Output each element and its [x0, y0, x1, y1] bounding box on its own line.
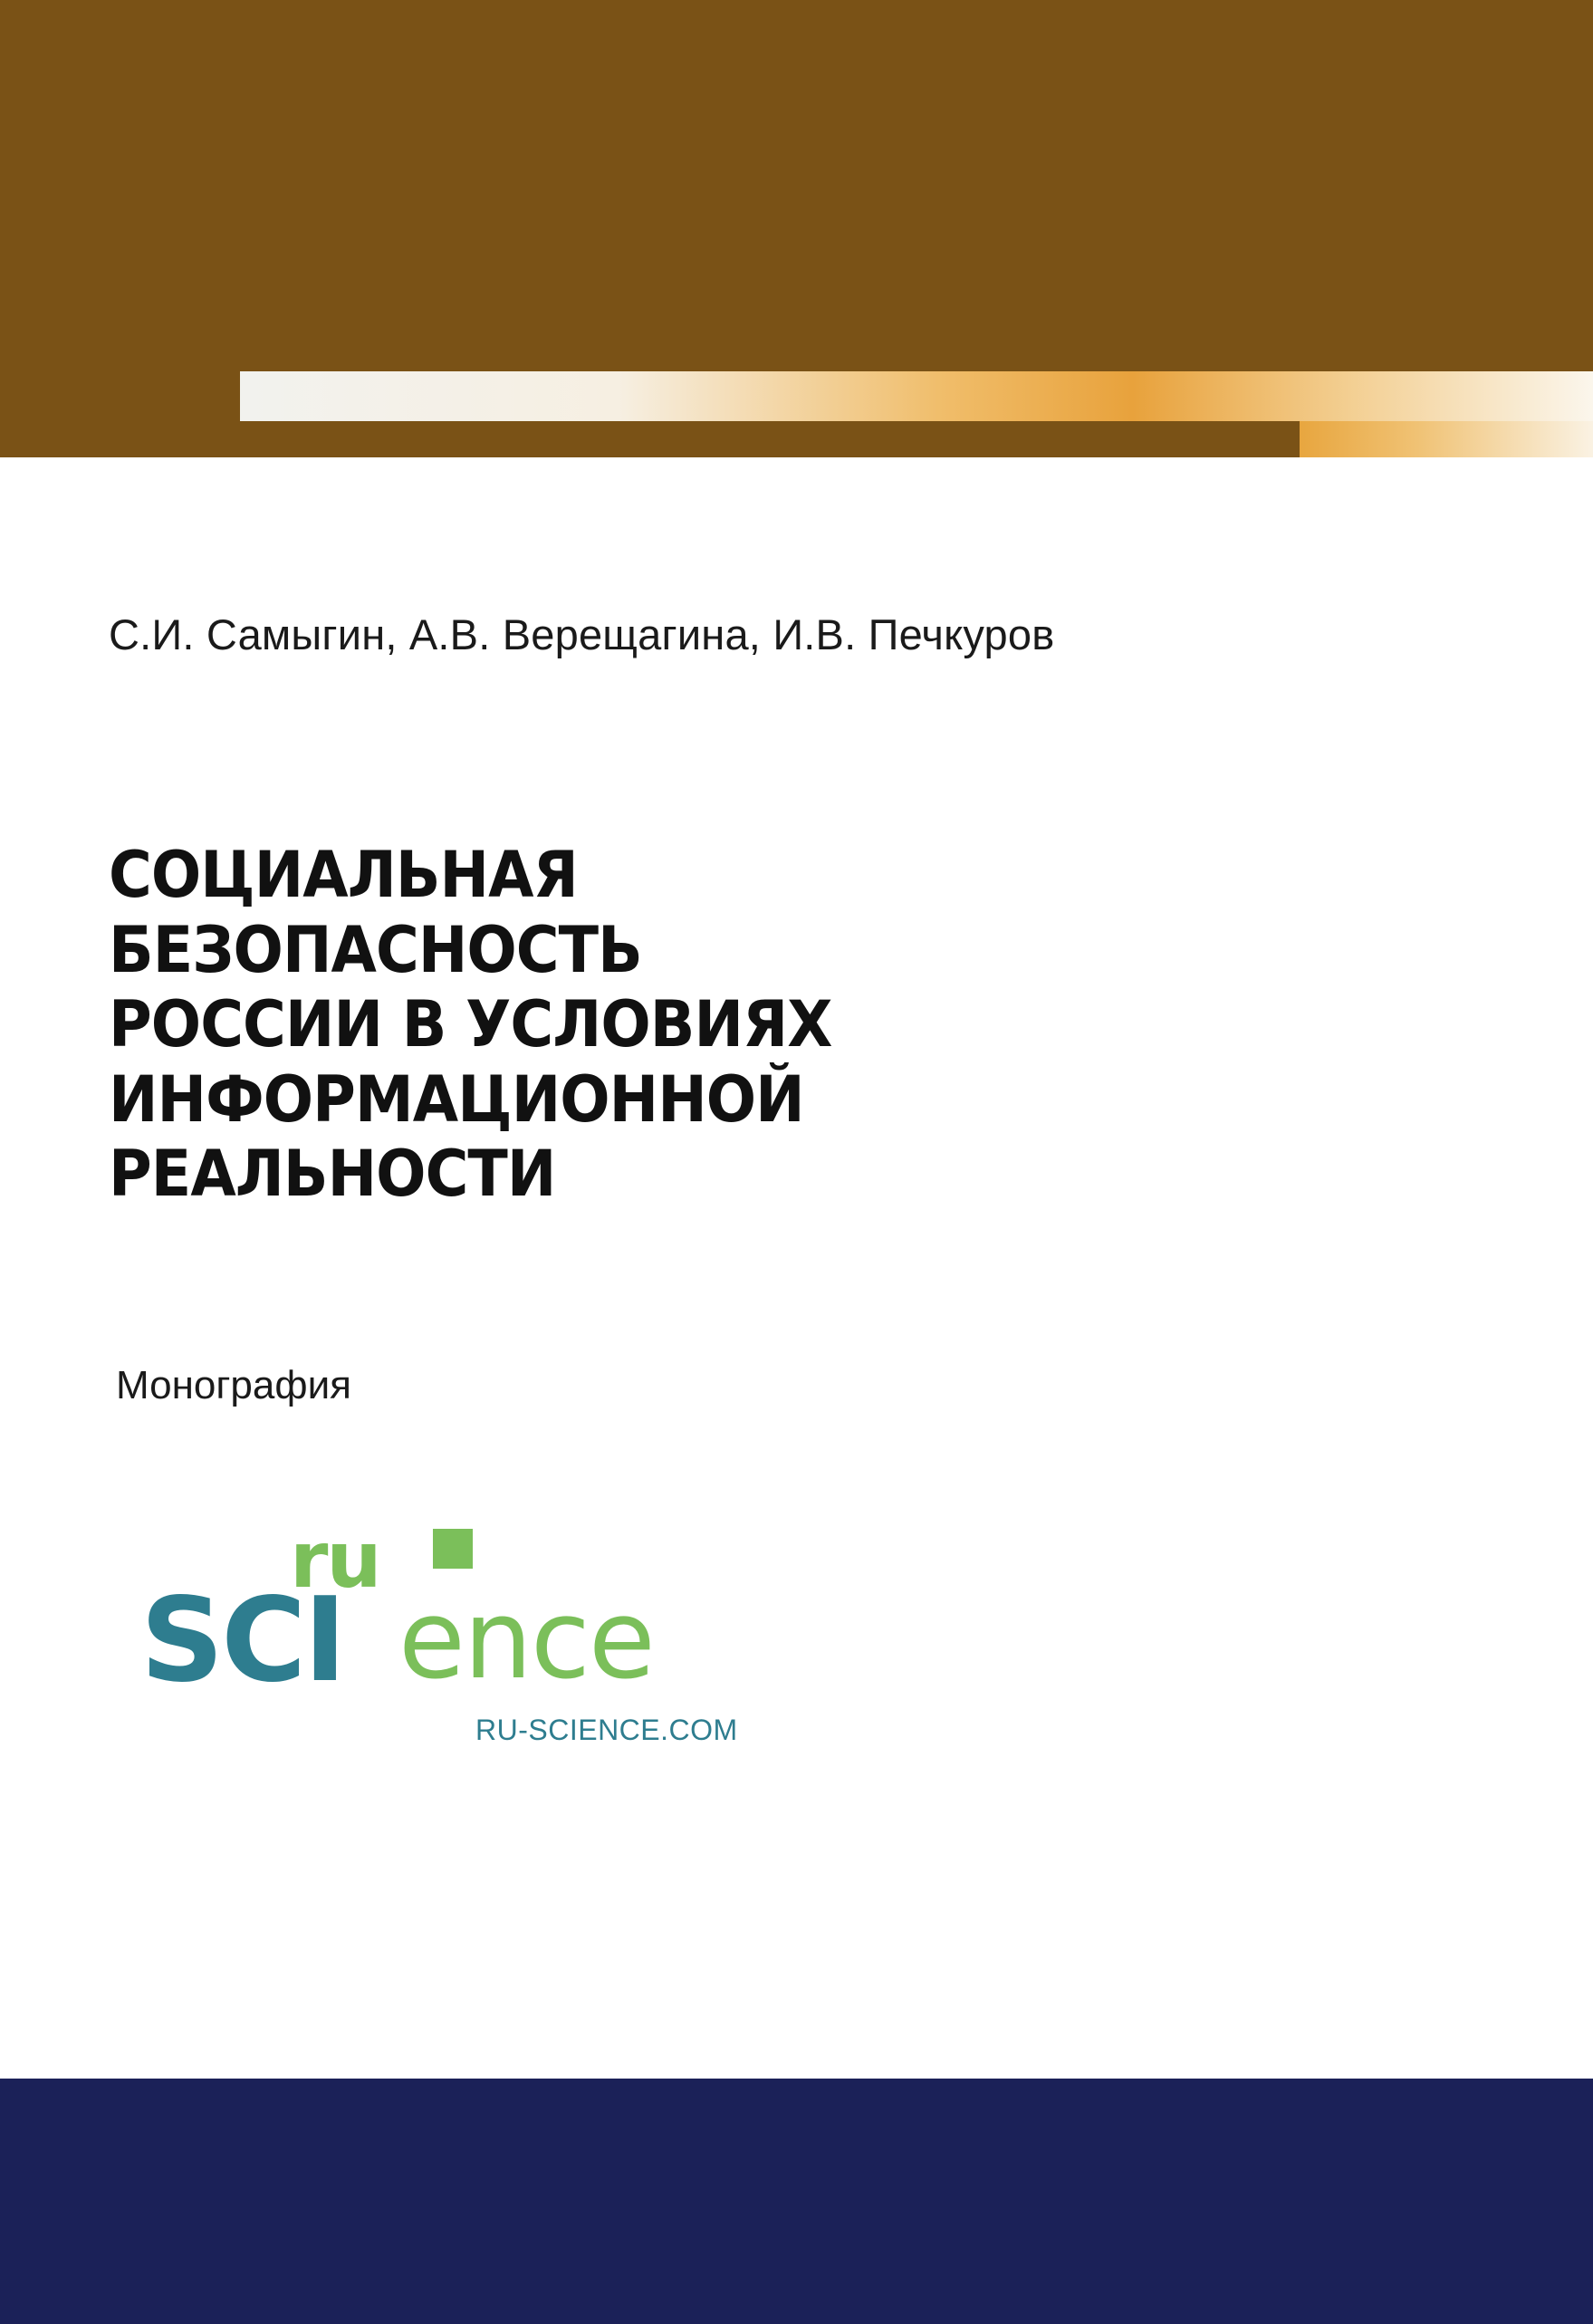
top-decorative-band	[0, 0, 1593, 457]
logo-text-ence: ence	[398, 1578, 654, 1704]
publisher-logo	[140, 1515, 792, 1766]
publication-type-subtitle: Монография	[116, 1363, 351, 1407]
logo-website-url: RU-SCIENCE.COM	[475, 1714, 738, 1746]
bottom-decorative-band	[0, 2079, 1593, 2324]
cover-content-area	[0, 457, 1593, 2079]
title-line-3: РОССИИ В УСЛОВИЯХ	[109, 987, 832, 1062]
gold-gradient-stripe	[240, 371, 1593, 421]
book-title	[109, 838, 1060, 1212]
title-line-1: СОЦИАЛЬНАЯ	[109, 838, 578, 912]
authors-line: С.И. Самыгин, А.В. Верещагина, И.В. Печкуров	[109, 610, 1055, 658]
gold-stripe-lower-right	[1300, 421, 1593, 457]
title-line-2: БЕЗОПАСНОСТЬ	[109, 912, 642, 987]
logo-square-icon	[433, 1529, 473, 1569]
logo-text-ru: ru	[290, 1515, 380, 1606]
title-line-4: ИНФОРМАЦИОННОЙ	[109, 1061, 804, 1137]
title-line-5: РЕАЛЬНОСТИ	[109, 1137, 556, 1212]
logo-text-sci: SCI	[140, 1573, 344, 1708]
brown-stripe-lower-left	[240, 421, 1300, 457]
